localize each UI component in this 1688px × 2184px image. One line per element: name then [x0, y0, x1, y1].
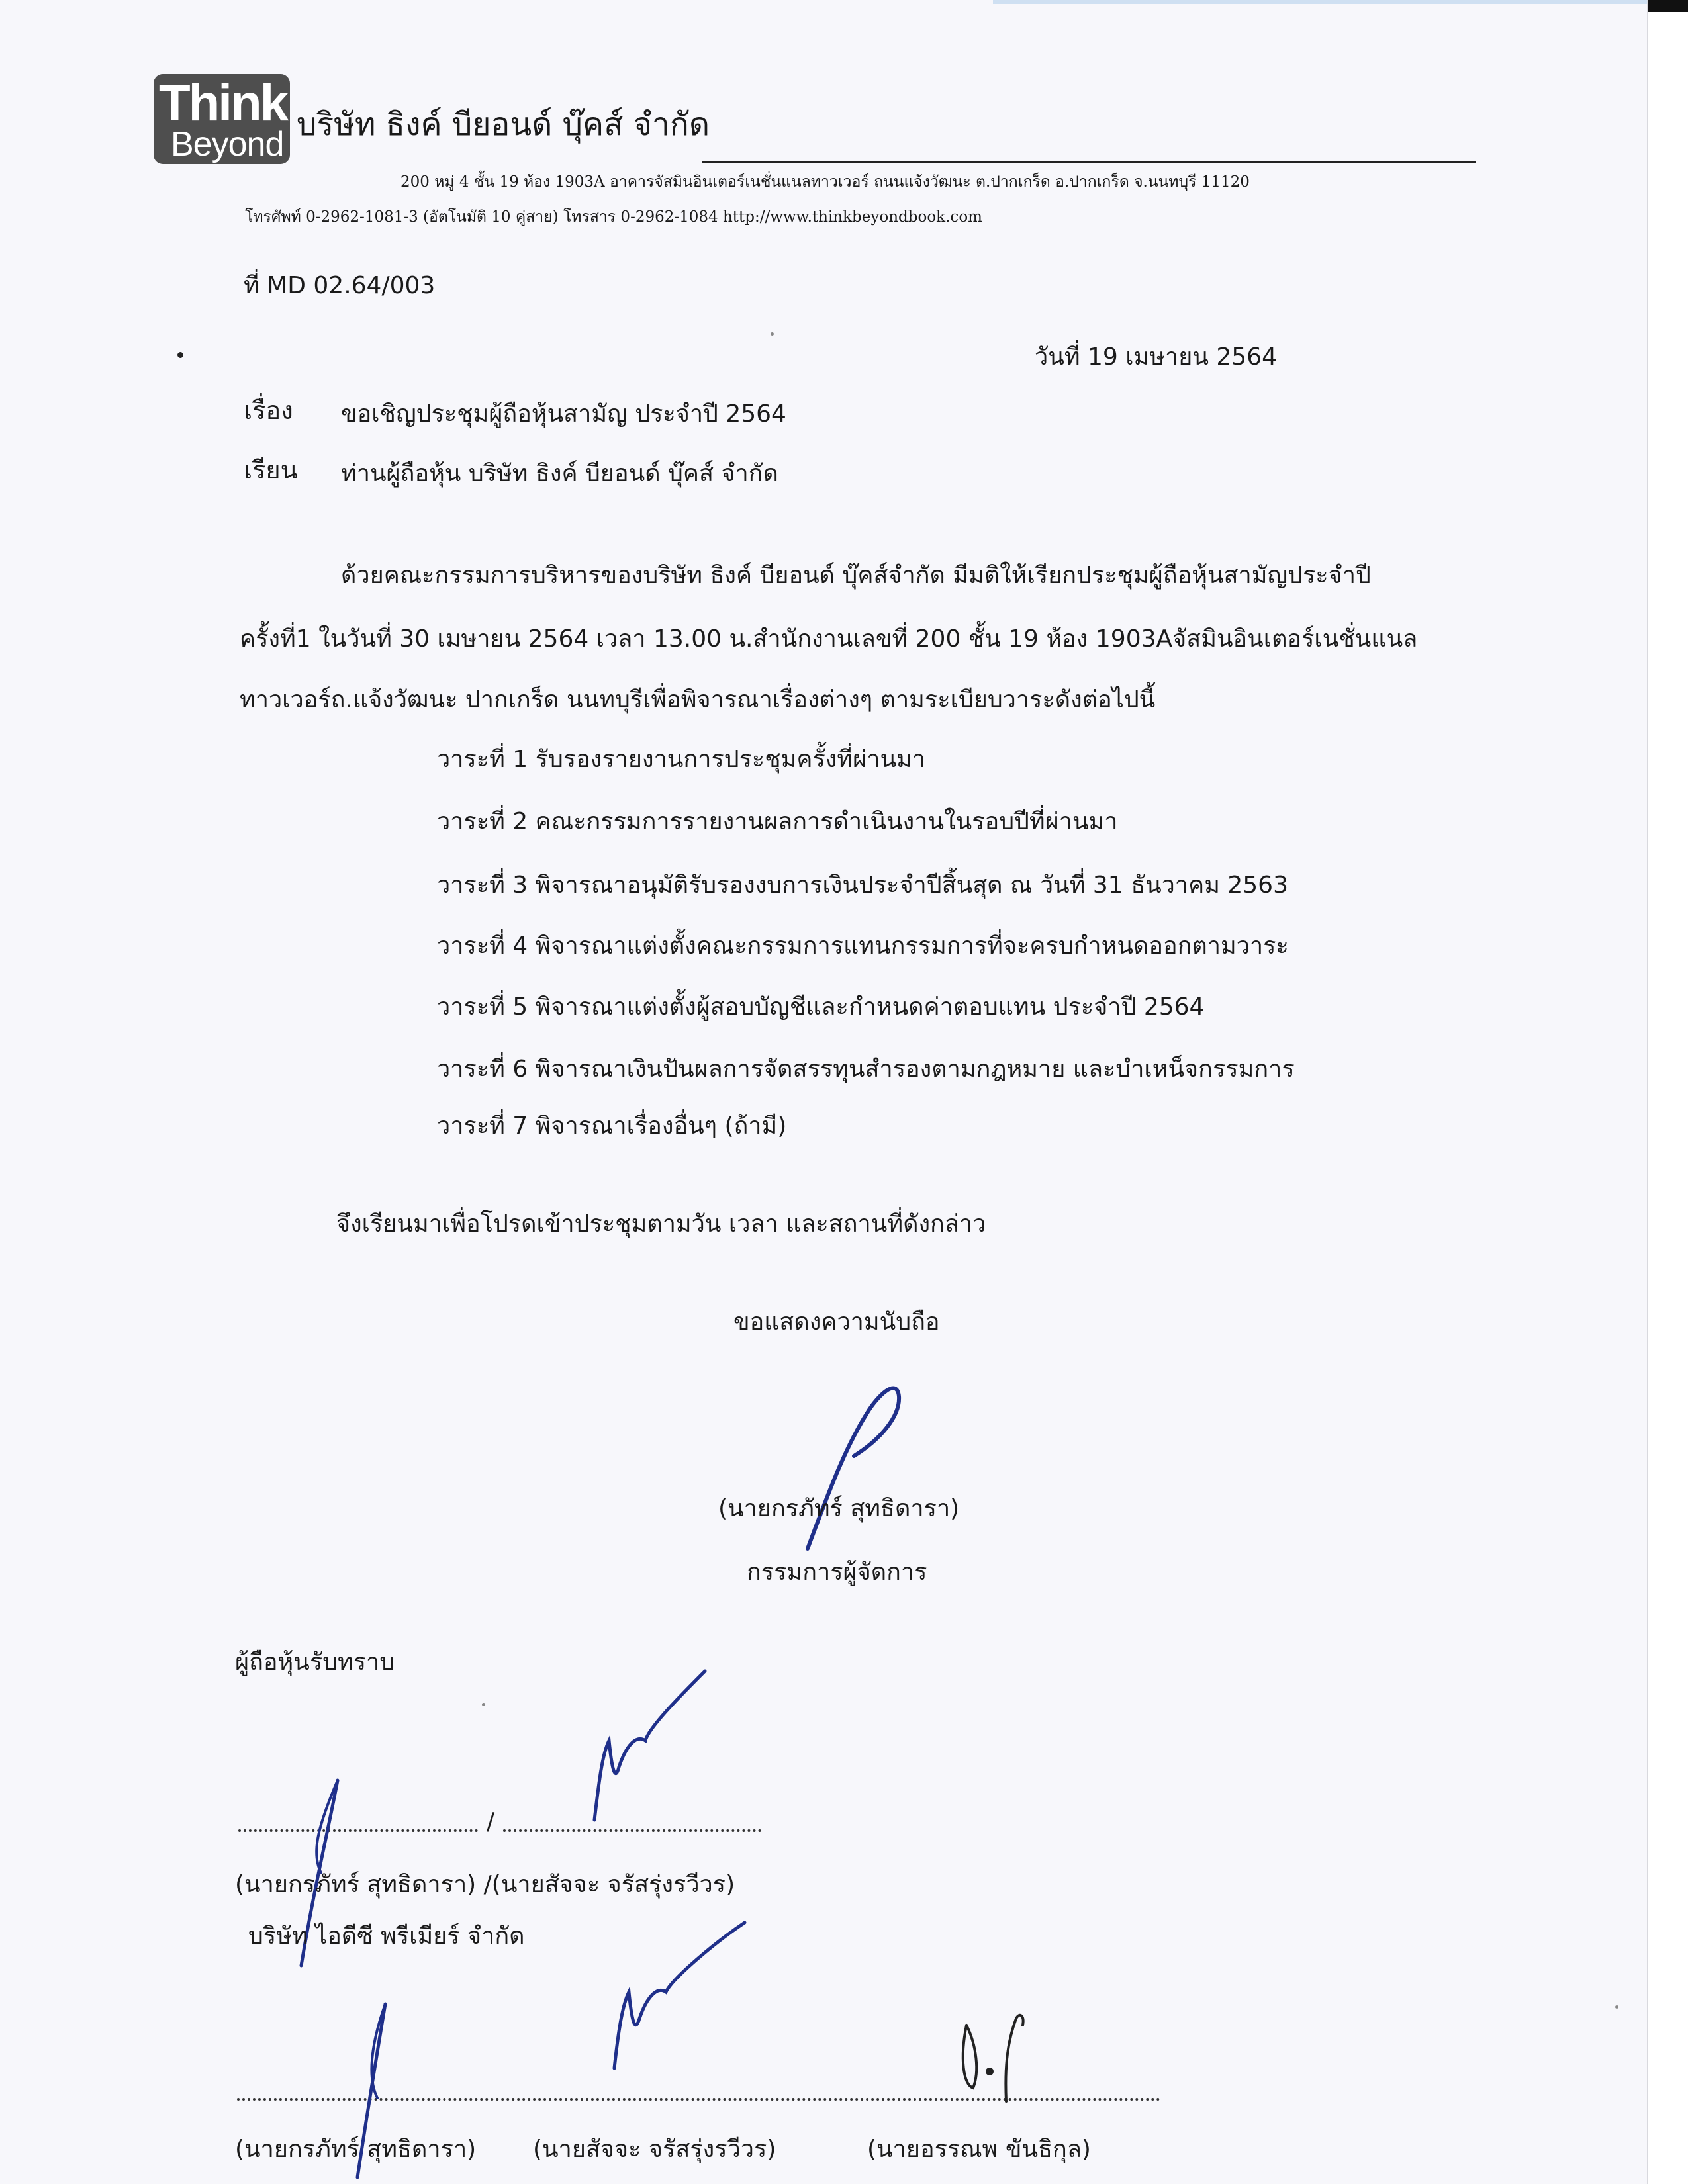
- agenda-item: วาระที่ 4 พิจารณาแต่งตั้งคณะกรรมการแทนกรรมการที่จะครบกำหนดออกตามวาระ: [437, 933, 1289, 960]
- body-line-1: ด้วยคณะกรรมการบริหารของบริษัท ธิงค์ บียอนด์ บุ๊คส์จำกัด มีมติให้เรียกประชุมผู้ถือหุ้นสามัญประจำปี: [341, 562, 1371, 589]
- agenda-item: วาระที่ 7 พิจารณาเรื่องอื่นๆ (ถ้ามี): [437, 1113, 787, 1140]
- letter-date: วันที่ 19 เมษายน 2564: [1035, 343, 1277, 371]
- regards-text: ขอแสดงความนับถือ: [733, 1308, 940, 1336]
- reference-number: ที่ MD 02.64/003: [244, 272, 436, 299]
- subject-label: เรื่อง: [244, 396, 293, 425]
- body-line-2: ครั้งที่1 ในวันที่ 30 เมษายน 2564 เวลา 13.00 น.สำนักงานเลขที่ 200 ชั้น 19 ห้อง 1903Aจัสมินอินเตอร์เนชั่นแนล: [240, 625, 1418, 653]
- subject-text: ขอเชิญประชุมผู้ถือหุ้นสามัญ ประจำปี 2564: [341, 400, 786, 428]
- signer-title: กรรมการผู้จัดการ: [747, 1559, 927, 1586]
- company-address: 200 หมู่ 4 ชั้น 19 ห้อง 1903A อาคารจัสมินอินเตอร์เนชั่นแนลทาวเวอร์ ถนนแจ้งวัฒนะ ต.ปากเกร็ด อ.ปากเกร็ด จ.นนทบุรี 11120: [400, 173, 1250, 191]
- bottom-signer-name: (นายอรรณพ ขันธิกุล): [867, 2136, 1091, 2163]
- signer-name: (นายกรภัทร์ สุทธิดารา): [718, 1495, 960, 1522]
- acknowledgement-company: บริษัท ไอดีซี พรีเมียร์ จำกัด: [248, 1923, 525, 1950]
- signature-annop: [953, 2005, 1046, 2105]
- scan-margin: [1647, 0, 1688, 2184]
- company-logo: [154, 74, 290, 164]
- company-name: บริษัท ธิงค์ บียอนด์ บุ๊คส์ จำกัด: [297, 106, 710, 143]
- signature-sajja-2: [602, 1919, 755, 2078]
- closing-text: จึงเรียนมาเพื่อโปรดเข้าประชุมตามวัน เวลา และสถานที่ดังกล่าว: [336, 1210, 986, 1238]
- logo-line-beyond: Beyond: [171, 125, 284, 163]
- logo-line-think: Think: [159, 73, 287, 132]
- scan-corner-mark: [1648, 0, 1688, 12]
- recipient-text: ท่านผู้ถือหุ้น บริษัท ธิงค์ บียอนด์ บุ๊คส์ จำกัด: [341, 460, 778, 487]
- signature-separator: /: [487, 1808, 495, 1835]
- agenda-item: วาระที่ 3 พิจารณาอนุมัติรับรองงบการเงินประจำปีสิ้นสุด ณ วันที่ 31 ธันวาคม 2563: [437, 872, 1288, 899]
- scan-speck: [1615, 2005, 1618, 2009]
- bottom-signer-name: (นายสัจจะ จรัสรุ่งรวีวร): [533, 2136, 776, 2163]
- agenda-item: วาระที่ 5 พิจารณาแต่งตั้งผู้สอบบัญชีและกำหนดค่าตอบแทน ประจำปี 2564: [437, 993, 1205, 1021]
- agenda-item: วาระที่ 2 คณะกรรมการรายงานผลการดำเนินงานในรอบปีที่ผ่านมา: [437, 808, 1118, 835]
- scan-dot: [177, 352, 183, 358]
- signature-sajja-1: [583, 1668, 715, 1833]
- agenda-item: วาระที่ 6 พิจารณาเงินปันผลการจัดสรรทุนสำรองตามกฎหมาย และบำเหน็จกรรมการ: [437, 1056, 1295, 1083]
- letterhead-divider: [702, 161, 1476, 163]
- acknowledgement-heading: ผู้ถือหุ้นรับทราบ: [235, 1649, 395, 1676]
- scan-speck: [771, 332, 774, 336]
- recipient-label: เรียน: [244, 455, 298, 484]
- scan-edge-tint: [993, 0, 1648, 4]
- company-contact: โทรศัพท์ 0-2962-1081-3 (อัตโนมัติ 10 คู่สาย) โทรสาร 0-2962-1084 http://www.thinkbeyondbook.com: [245, 208, 982, 226]
- bottom-signer-name: (นายกรภัทร์ สุทธิดารา): [235, 2136, 477, 2163]
- signature-managing-director: [781, 1377, 927, 1562]
- acknowledgement-names: (นายกรภัทร์ สุทธิดารา) /(นายสัจจะ จรัสรุ่งรวีวร): [235, 1871, 735, 1898]
- body-line-3: ทาวเวอร์ถ.แจ้งวัฒนะ ปากเกร็ด นนทบุรีเพื่อพิจารณาเรื่องต่างๆ ตามระเบียบวาระดังต่อไปนี้: [240, 686, 1156, 713]
- scan-speck: [482, 1703, 485, 1706]
- agenda-item: วาระที่ 1 รับรองรายงานการประชุมครั้งที่ผ่านมา: [437, 746, 926, 773]
